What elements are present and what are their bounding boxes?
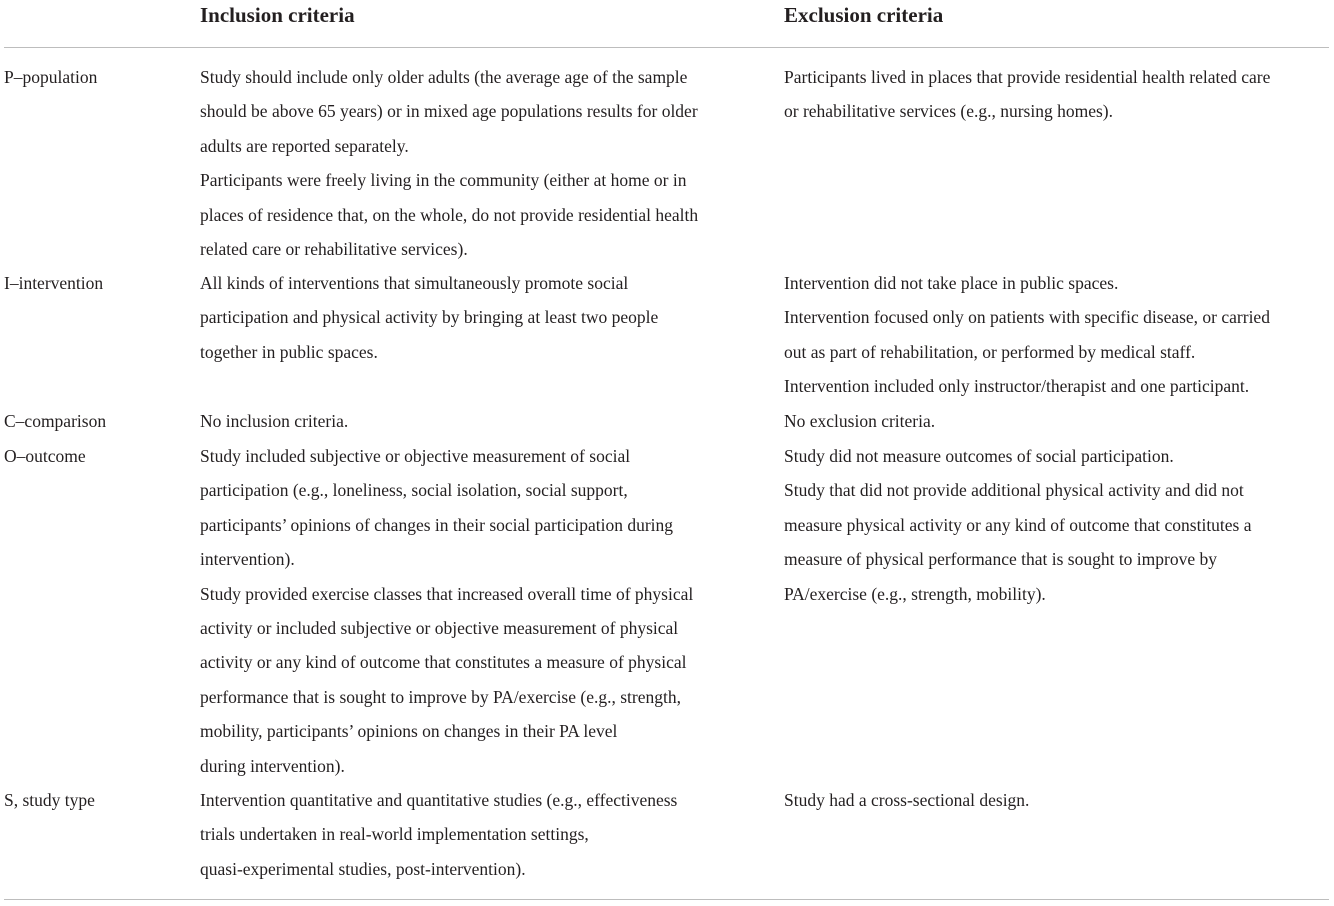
table-header: [0, 0, 1334, 48]
inclusion-line: activity or included subjective or objective measurement of physical: [200, 617, 679, 638]
inclusion-line: places of residence that, on the whole, do not provide residential health: [200, 204, 699, 225]
exclusion-line: Intervention did not take place in public spaces.: [784, 273, 1119, 293]
inclusion-cell: [200, 60, 770, 266]
exclusion-line: Intervention included only instructor/therapist and one participant.: [784, 376, 1250, 397]
row-label: [4, 783, 194, 817]
inclusion-line: Intervention quantitative and quantitative studies (e.g., effectiveness: [200, 790, 678, 810]
inclusion-line: Study included subjective or objective measurement of social: [200, 446, 631, 466]
inclusion-line: participation and physical activity by bringing at least two people: [200, 307, 659, 328]
row-label-text: S, study type: [4, 790, 95, 810]
inclusion-criteria-header: Inclusion criteria: [200, 3, 355, 27]
row-label-text: P–population: [4, 67, 98, 87]
inclusion-line: performance that is sought to improve by PA/exercise (e.g., strength,: [200, 686, 681, 707]
exclusion-cell: [784, 783, 1332, 817]
exclusion-line: Participants lived in places that provide residential health related care: [784, 67, 1271, 87]
inclusion-line: Study should include only older adults (the average age of the sample: [200, 67, 688, 87]
row-label: [4, 266, 194, 300]
exclusion-line: No exclusion criteria.: [784, 411, 936, 431]
exclusion-line: Study had a cross-sectional design.: [784, 790, 1030, 810]
inclusion-line: trials undertaken in real-world implementation settings,: [200, 824, 589, 845]
inclusion-cell: [200, 266, 770, 369]
inclusion-line: participants’ opinions of changes in their social participation during: [200, 514, 674, 535]
inclusion-cell: [200, 783, 770, 886]
inclusion-cell: [200, 439, 770, 783]
exclusion-line: Study that did not provide additional physical activity and did not: [784, 480, 1244, 501]
inclusion-line: activity or any kind of outcome that constitutes a measure of physical: [200, 652, 687, 673]
row-label-text: C–comparison: [4, 411, 107, 431]
inclusion-line: intervention).: [200, 549, 295, 570]
inclusion-line: mobility, participants’ opinions on changes in their PA level: [200, 721, 618, 742]
exclusion-line: measure of physical performance that is sought to improve by: [784, 549, 1218, 570]
inclusion-line: together in public spaces.: [200, 341, 378, 362]
inclusion-line: quasi-experimental studies, post-intervention).: [200, 858, 526, 879]
inclusion-line: should be above 65 years) or in mixed age populations results for older: [200, 101, 698, 122]
row-label: [4, 439, 194, 473]
exclusion-line: PA/exercise (e.g., strength, mobility).: [784, 583, 1046, 604]
inclusion-line: All kinds of interventions that simultaneously promote social: [200, 273, 629, 293]
exclusion-line: or rehabilitative services (e.g., nursing homes).: [784, 101, 1113, 122]
exclusion-cell: [784, 404, 1332, 438]
header-divider: [4, 47, 1329, 48]
exclusion-line: Study did not measure outcomes of social participation.: [784, 446, 1174, 466]
exclusion-cell: [784, 439, 1332, 611]
exclusion-criteria-header: Exclusion criteria: [784, 3, 944, 27]
row-label: [4, 404, 194, 438]
inclusion-line: during intervention).: [200, 755, 345, 776]
table-bottom-rule: [4, 899, 1329, 900]
inclusion-line: Study provided exercise classes that increased overall time of physical: [200, 583, 694, 604]
inclusion-line: related care or rehabilitative services).: [200, 238, 468, 259]
row-label-text: O–outcome: [4, 446, 86, 466]
exclusion-cell: [784, 266, 1332, 404]
inclusion-line: Participants were freely living in the community (either at home or in: [200, 170, 687, 191]
inclusion-cell: [200, 404, 770, 438]
inclusion-line: adults are reported separately.: [200, 135, 409, 156]
exclusion-line: measure physical activity or any kind of outcome that constitutes a: [784, 514, 1252, 535]
row-label-text: I–intervention: [4, 273, 104, 293]
row-label: [4, 60, 194, 94]
exclusion-line: out as part of rehabilitation, or performed by medical staff.: [784, 341, 1196, 362]
exclusion-line: Intervention focused only on patients with specific disease, or carried: [784, 307, 1270, 328]
exclusion-cell: [784, 60, 1332, 129]
inclusion-line: No inclusion criteria.: [200, 411, 349, 431]
inclusion-line: participation (e.g., loneliness, social isolation, social support,: [200, 480, 628, 501]
